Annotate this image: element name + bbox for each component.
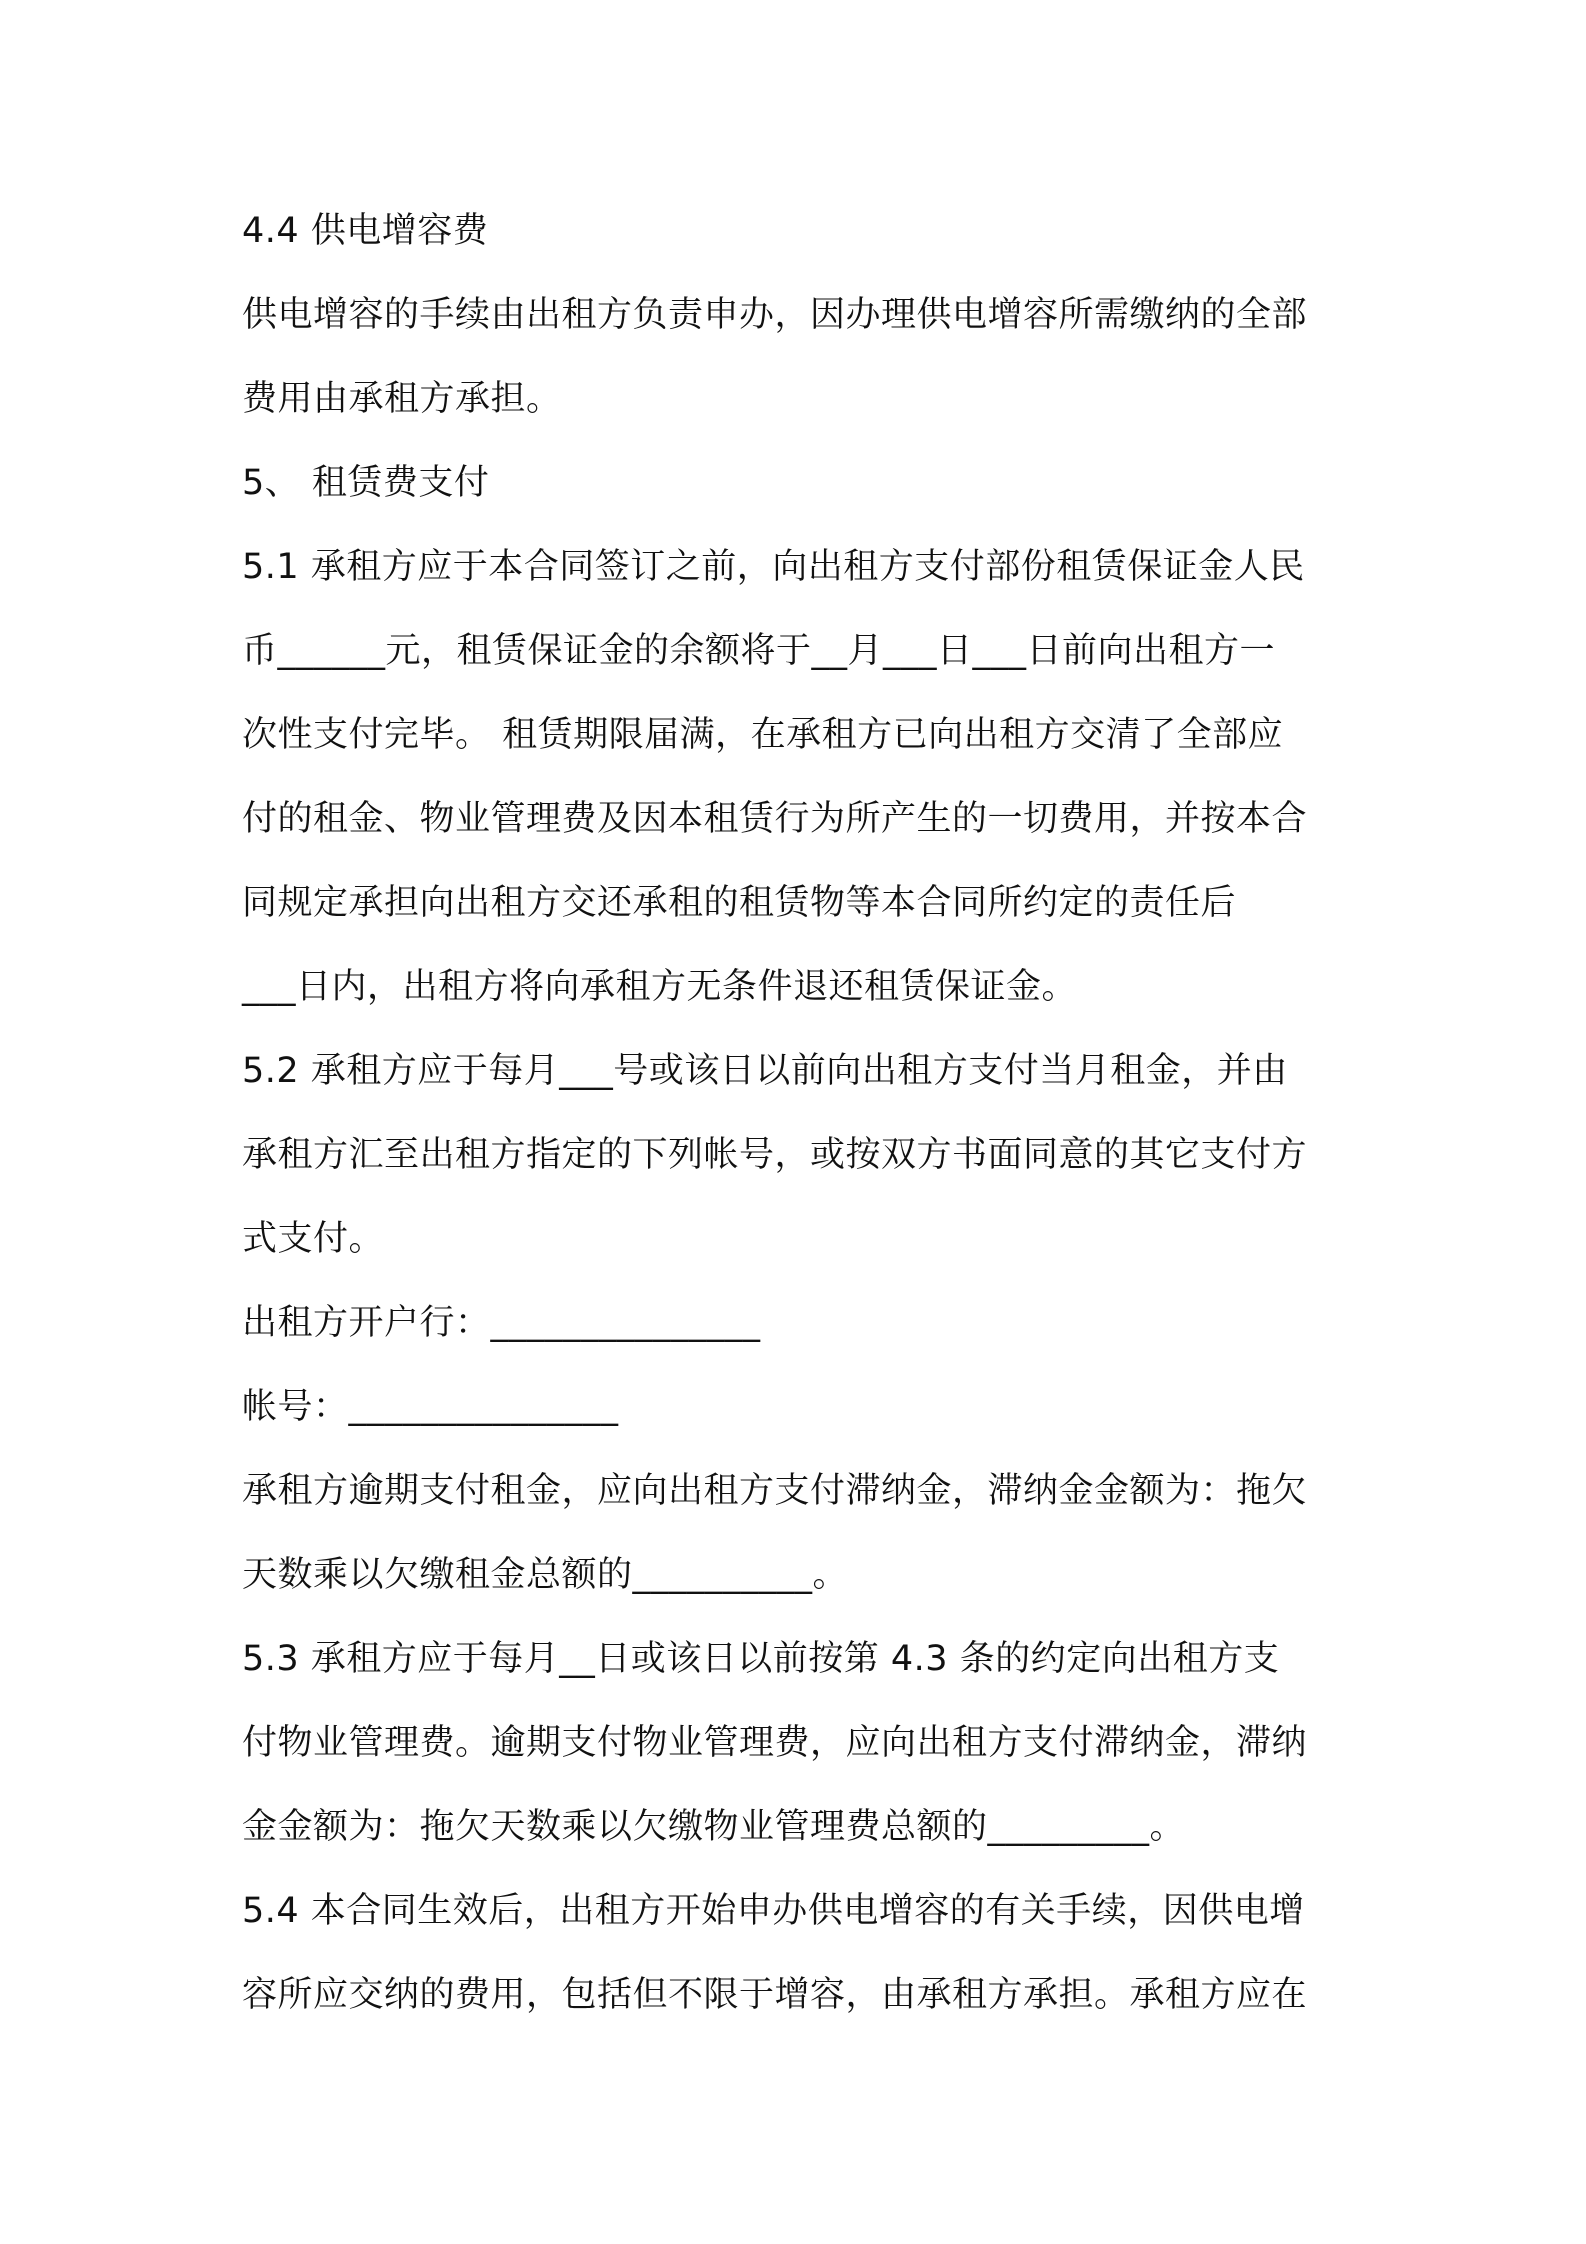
paragraph-line: 式支付。	[242, 1219, 385, 1259]
paragraph-line: 金金额为：拖欠天数乘以欠缴物业管理费总额的_________。	[242, 1807, 1186, 1847]
paragraph-line: 同规定承担向出租方交还承租的租赁物等本合同所约定的责任后	[242, 883, 1237, 923]
paragraph-line: 承租方逾期支付租金，应向出租方支付滞纳金，滞纳金金额为：拖欠	[242, 1471, 1308, 1511]
paragraph-line: 5.1 承租方应于本合同签订之前，向出租方支付部份租赁保证金人民	[242, 547, 1305, 587]
paragraph-line: 付的租金、物业管理费及因本租赁行为所产生的一切费用，并按本合	[242, 799, 1308, 839]
bank-field-line: 出租方开户行：_______________	[242, 1303, 761, 1343]
paragraph-line: 天数乘以欠缴租金总额的__________。	[242, 1555, 849, 1595]
section-heading-4-4: 4.4 供电增容费	[242, 211, 489, 251]
paragraph-line: 承租方汇至出租方指定的下列帐号，或按双方书面同意的其它支付方	[242, 1135, 1308, 1175]
paragraph-line: 次性支付完毕。 租赁期限届满，在承租方已向出租方交清了全部应	[242, 715, 1284, 755]
paragraph-line: 付物业管理费。逾期支付物业管理费，应向出租方支付滞纳金，滞纳	[242, 1723, 1308, 1763]
account-field-line: 帐号：_______________	[242, 1387, 619, 1427]
section-heading-5: 5、 租赁费支付	[242, 463, 490, 503]
paragraph-line: 容所应交纳的费用，包括但不限于增容，由承租方承担。承租方应在	[242, 1975, 1308, 2015]
paragraph-line: 5.2 承租方应于每月___号或该日以前向出租方支付当月租金，并由	[242, 1051, 1288, 1091]
paragraph-line: 费用由承租方承担。	[242, 379, 562, 419]
paragraph-line: 5.3 承租方应于每月__日或该日以前按第 4.3 条的约定向出租方支	[242, 1639, 1280, 1679]
paragraph-line: ___日内，出租方将向承租方无条件退还租赁保证金。	[242, 967, 1078, 1007]
paragraph-line: 供电增容的手续由出租方负责申办，因办理供电增容所需缴纳的全部	[242, 295, 1308, 335]
paragraph-line: 币______元，租赁保证金的余额将于__月___日___日前向出租方一	[242, 631, 1276, 671]
paragraph-line: 5.4 本合同生效后，出租方开始申办供电增容的有关手续，因供电增	[242, 1891, 1305, 1931]
